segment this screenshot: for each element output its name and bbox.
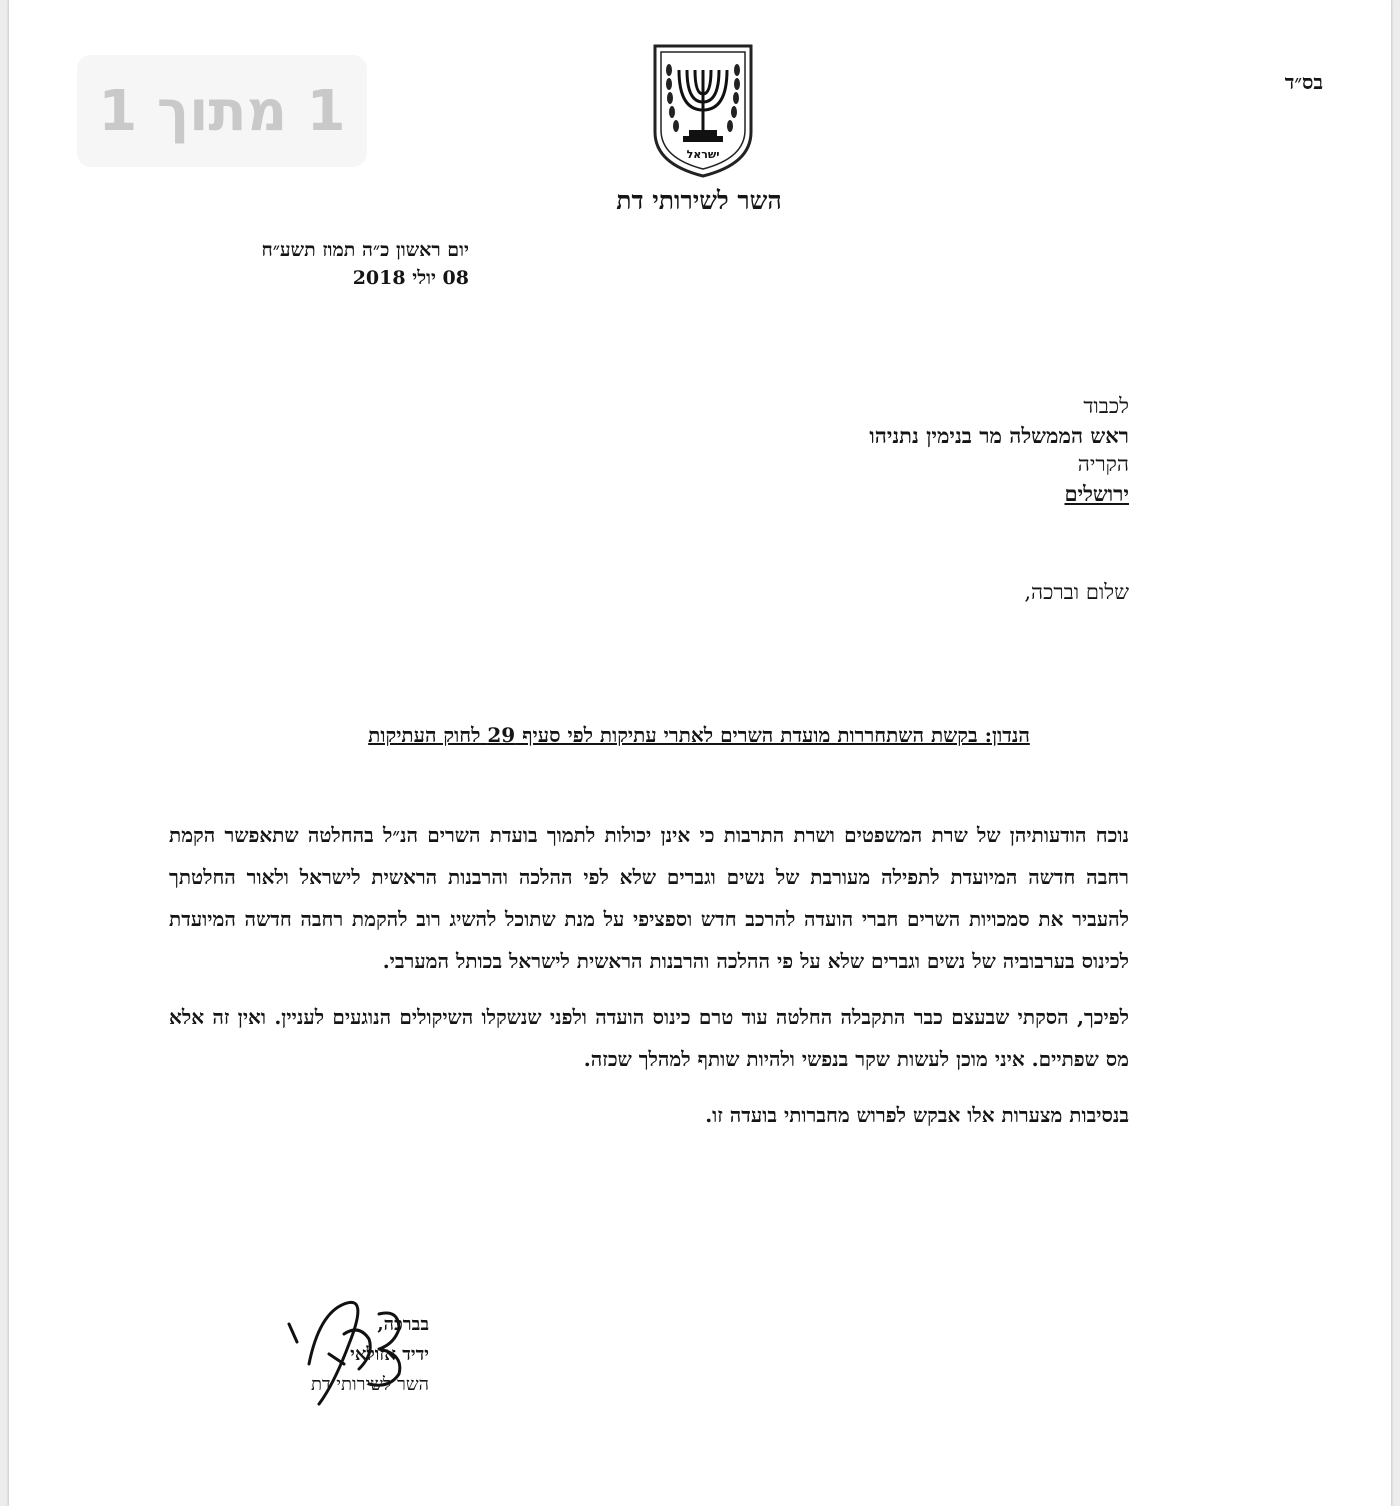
date-block: [169, 236, 469, 292]
page-count-badge: 1 מתוך 1: [77, 55, 367, 167]
letter-body: [169, 814, 1129, 1150]
recipient-place: הקריה: [1077, 452, 1129, 476]
recipient-honorific: לכבוד: [1083, 394, 1129, 418]
body-paragraph: נוכח הודעותיהן של שרת המשפטים ושרת התרבות כי אינן יכולות לתמוך בועדת השרים הנ״ל בהחלטה שתאפשר הקמת רחבה חדשה המיועדת לתפילה מעורבת של נשים וגברים שלא לפי ההלכה והרבנות הראשית לישראל ולאור החלטתך להעביר את סמכויות השרים חברי הועדה להרכב חדש וספציפי על מנת שתוכל להשיג רוב להקמת רחבה חדשה המיועדת לכינוס בערבוביה של נשים וגברים שלא על פי ההלכה והרבנות הראשית לישראל בכותל המערבי.: [169, 823, 1129, 973]
signature-name: ידיד אזולאי: [350, 1344, 429, 1365]
signature-closing: בברכה,: [377, 1314, 429, 1335]
date-gregorian: 08 יולי 2018: [352, 267, 469, 289]
emblem-label: ישראל: [686, 148, 720, 161]
letter-page: [9, 0, 1391, 1506]
body-paragraph: לפיכך, הסקתי שבעצם כבר התקבלה החלטה עוד טרם כינוס הועדה ולפני שנשקלו השיקולים הנוגעים לעניין. ואין זה אלא מס שפתיים. איני מוכן לעשות שקר בנפשי ולהיות שותף למהלך שכזה.: [169, 1005, 1129, 1071]
body-paragraph: בנסיבות מצערות אלו אבקש לפרוש מחברותי בועדה זו.: [705, 1103, 1129, 1127]
signature-title: השר לשירותי דת: [310, 1374, 429, 1395]
recipient-name: ראש הממשלה מר בנימין נתניהו: [869, 423, 1129, 448]
besd-header: בס״ד: [1284, 70, 1323, 94]
recipient-block: [629, 392, 1129, 509]
date-hebrew: יום ראשון כ״ה תמוז תשע״ח: [261, 239, 469, 261]
ministry-title: השר לשירותי דת: [616, 186, 782, 215]
state-emblem-icon: [649, 40, 757, 180]
greeting: שלום וברכה,: [1024, 580, 1129, 604]
signature-block: [229, 1310, 429, 1430]
subject-line: הנדון: בקשת השתחררות מועדת השרים לאתרי עתיקות לפי סעיף 29 לחוק העתיקות: [368, 723, 1030, 747]
recipient-city: ירושלים: [1064, 481, 1129, 506]
